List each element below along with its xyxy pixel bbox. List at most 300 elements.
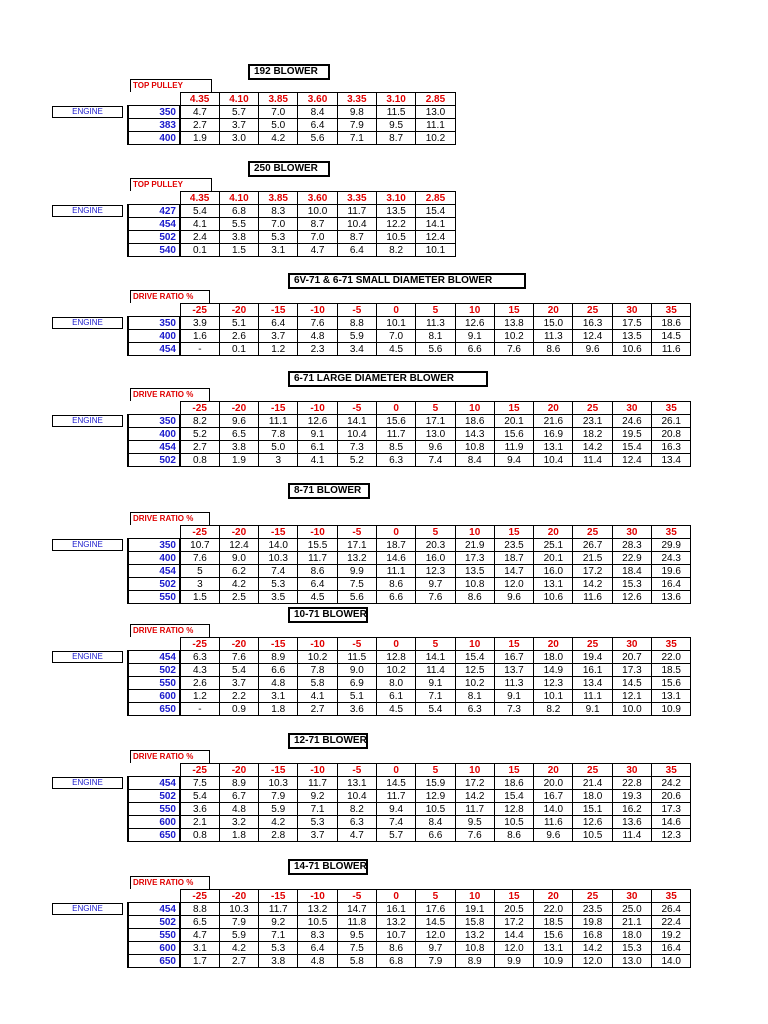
engine-cell (52, 777, 128, 790)
boost-value-cell: 10.6 (612, 343, 651, 356)
boost-value-cell: 5.3 (298, 816, 337, 829)
boost-value-cell: 16.3 (573, 317, 612, 330)
table-row (52, 591, 691, 604)
boost-value-cell: 10.5 (376, 231, 415, 244)
boost-value-cell: 10.5 (416, 803, 455, 816)
column-header: 25 (573, 304, 612, 317)
boost-value-cell: 10.9 (534, 955, 573, 968)
boost-value-cell: 14.5 (612, 677, 651, 690)
column-header: -10 (298, 764, 337, 777)
boost-value-cell: 0.9 (219, 703, 258, 716)
boost-value-cell: 7.6 (298, 317, 337, 330)
boost-value-cell: 8.2 (180, 415, 219, 428)
boost-value-cell: 13.1 (534, 441, 573, 454)
boost-value-cell: 8.4 (416, 816, 455, 829)
boost-value-cell: 7.6 (455, 829, 494, 842)
boost-value-cell: 5.4 (219, 664, 258, 677)
boost-value-cell: 8.4 (455, 454, 494, 467)
boost-value-cell: 17.3 (652, 803, 691, 816)
column-header: -20 (219, 526, 258, 539)
boost-value-cell: 14.1 (416, 218, 455, 231)
boost-value-cell: 12.6 (455, 317, 494, 330)
boost-value-cell: 9.6 (416, 441, 455, 454)
column-header: 2.85 (416, 192, 455, 205)
table-sublabel: DRIVE RATIO % (130, 512, 210, 525)
column-header: 30 (612, 764, 651, 777)
column-header: -15 (259, 764, 298, 777)
boost-value-cell: 16.1 (376, 903, 415, 916)
column-header: 10 (455, 304, 494, 317)
boost-value-cell: 1.6 (180, 330, 219, 343)
boost-value-cell: 13.6 (612, 816, 651, 829)
column-header: 35 (652, 890, 691, 903)
boost-value-cell: 17.1 (416, 415, 455, 428)
boost-value-cell: 24.6 (612, 415, 651, 428)
column-header: 0 (376, 764, 415, 777)
boost-value-cell: 7.0 (298, 231, 337, 244)
blank-cell (52, 764, 128, 777)
engine-cell (52, 790, 128, 803)
boost-value-cell: 14.9 (534, 664, 573, 677)
boost-value-cell: 10.0 (612, 703, 651, 716)
column-header: -10 (298, 526, 337, 539)
engine-cell (52, 428, 128, 441)
engine-cell (52, 803, 128, 816)
boost-value-cell: 11.6 (573, 591, 612, 604)
blank-cell (128, 526, 180, 539)
engine-size-cell: 454 (128, 218, 180, 231)
boost-value-cell: 2.6 (180, 677, 219, 690)
boost-value-cell: 3.7 (219, 119, 258, 132)
column-header: -20 (219, 304, 258, 317)
column-header: -25 (180, 526, 219, 539)
engine-size-cell: 454 (128, 903, 180, 916)
boost-value-cell: 13.2 (337, 552, 376, 565)
boost-value-cell: 5.6 (298, 132, 337, 145)
column-header: -5 (337, 890, 376, 903)
boost-value-cell: 15.6 (534, 929, 573, 942)
boost-value-cell: 6.3 (376, 454, 415, 467)
boost-value-cell: 6.4 (337, 244, 376, 257)
engine-cell (52, 578, 128, 591)
table-row (52, 916, 691, 929)
boost-value-cell: 12.0 (494, 942, 533, 955)
table-row (52, 677, 691, 690)
boost-value-cell: 10.2 (376, 664, 415, 677)
boost-value-cell: 12.0 (416, 929, 455, 942)
column-header: 30 (612, 402, 651, 415)
boost-value-cell: 6.4 (298, 942, 337, 955)
boost-value-cell: 9.6 (573, 343, 612, 356)
engine-label: ENGINE (52, 317, 123, 329)
boost-value-cell: 20.6 (652, 790, 691, 803)
boost-value-cell: 16.4 (652, 578, 691, 591)
boost-value-cell: 7.9 (416, 955, 455, 968)
table-sublabel: DRIVE RATIO % (130, 290, 210, 303)
boost-value-cell: 15.3 (612, 942, 651, 955)
boost-value-cell: 13.2 (376, 916, 415, 929)
boost-value-cell: 14.3 (455, 428, 494, 441)
boost-value-cell: 17.2 (455, 777, 494, 790)
boost-value-cell: 10.3 (219, 903, 258, 916)
boost-value-cell: 1.2 (180, 690, 219, 703)
table-row (52, 205, 455, 218)
boost-value-cell: 7.5 (337, 578, 376, 591)
column-header: 0 (376, 402, 415, 415)
boost-value-cell: 5.1 (219, 317, 258, 330)
engine-size-cell: 600 (128, 816, 180, 829)
boost-value-cell: 8.7 (337, 231, 376, 244)
table-row (52, 829, 691, 842)
boost-value-cell: 20.1 (534, 552, 573, 565)
boost-value-cell: 13.1 (534, 942, 573, 955)
boost-value-cell: 15.4 (416, 205, 455, 218)
boost-value-cell: 5.3 (259, 231, 298, 244)
boost-value-cell: 8.8 (337, 317, 376, 330)
boost-value-cell: 5.4 (180, 790, 219, 803)
engine-label: ENGINE (52, 539, 123, 551)
boost-value-cell: 17.1 (337, 539, 376, 552)
boost-value-cell: 11.7 (337, 205, 376, 218)
engine-cell (52, 703, 128, 716)
boost-value-cell: 20.8 (652, 428, 691, 441)
table-row (52, 777, 691, 790)
boost-value-cell: 7.9 (219, 916, 258, 929)
boost-value-cell: 18.0 (612, 929, 651, 942)
boost-value-cell: 9.1 (494, 690, 533, 703)
column-header: -25 (180, 764, 219, 777)
boost-value-cell: 18.7 (376, 539, 415, 552)
boost-value-cell: 2.8 (259, 829, 298, 842)
table-row (52, 816, 691, 829)
boost-value-cell: 5.6 (416, 343, 455, 356)
column-header: 5 (416, 638, 455, 651)
engine-cell (52, 903, 128, 916)
engine-size-cell: 350 (128, 106, 180, 119)
boost-value-cell: 7.5 (337, 942, 376, 955)
engine-cell (52, 955, 128, 968)
boost-value-cell: 7.8 (298, 664, 337, 677)
blower-table (52, 401, 691, 467)
boost-value-cell: 16.8 (573, 929, 612, 942)
boost-value-cell: 12.2 (376, 218, 415, 231)
table-title: 10-71 BLOWER (288, 607, 368, 623)
column-header: -10 (298, 304, 337, 317)
boost-value-cell: 18.5 (534, 916, 573, 929)
boost-value-cell: 10.9 (652, 703, 691, 716)
boost-value-cell: 18.7 (494, 552, 533, 565)
engine-size-cell: 454 (128, 651, 180, 664)
boost-value-cell: 14.0 (652, 955, 691, 968)
boost-value-cell: 9.9 (337, 565, 376, 578)
blank-cell (128, 93, 180, 106)
boost-value-cell: 11.1 (259, 415, 298, 428)
engine-size-cell: 650 (128, 703, 180, 716)
blank-cell (128, 638, 180, 651)
column-header: 25 (573, 638, 612, 651)
boost-value-cell: 10.8 (455, 578, 494, 591)
column-header: -15 (259, 304, 298, 317)
column-header: 3.10 (376, 192, 415, 205)
boost-value-cell: 6.3 (180, 651, 219, 664)
boost-value-cell: 11.5 (337, 651, 376, 664)
boost-value-cell: 8.1 (416, 330, 455, 343)
blank-cell (128, 402, 180, 415)
boost-value-cell: 3.7 (259, 330, 298, 343)
boost-value-cell: 14.1 (416, 651, 455, 664)
column-header: 15 (494, 304, 533, 317)
boost-value-cell: 11.1 (416, 119, 455, 132)
boost-value-cell: 11.7 (376, 428, 415, 441)
boost-value-cell: 8.6 (494, 829, 533, 842)
boost-value-cell: 8.3 (259, 205, 298, 218)
header-row (52, 402, 691, 415)
boost-value-cell: 5.4 (416, 703, 455, 716)
boost-value-cell: 8.5 (376, 441, 415, 454)
boost-value-cell: 6.6 (416, 829, 455, 842)
boost-value-cell: 2.2 (219, 690, 258, 703)
boost-value-cell: 9.5 (455, 816, 494, 829)
boost-value-cell: 11.6 (652, 343, 691, 356)
column-header: 10 (455, 402, 494, 415)
boost-value-cell: 10.5 (573, 829, 612, 842)
table-row (52, 703, 691, 716)
column-header: -25 (180, 890, 219, 903)
boost-value-cell: 14.4 (494, 929, 533, 942)
engine-label: ENGINE (52, 777, 123, 789)
column-header: 0 (376, 638, 415, 651)
boost-value-cell: 11.3 (534, 330, 573, 343)
boost-value-cell: 20.1 (494, 415, 533, 428)
column-header: 35 (652, 526, 691, 539)
boost-value-cell: 0.1 (219, 343, 258, 356)
boost-value-cell: 24.3 (652, 552, 691, 565)
boost-value-cell: 10.5 (298, 916, 337, 929)
boost-value-cell: 13.4 (652, 454, 691, 467)
blank-cell (128, 890, 180, 903)
boost-value-cell: 4.2 (259, 132, 298, 145)
boost-value-cell: 21.9 (455, 539, 494, 552)
boost-value-cell: 9.5 (376, 119, 415, 132)
column-header: 5 (416, 526, 455, 539)
column-header: 4.10 (219, 192, 258, 205)
boost-value-cell: 16.0 (416, 552, 455, 565)
boost-value-cell: 7.0 (376, 330, 415, 343)
boost-value-cell: 14.0 (259, 539, 298, 552)
boost-value-cell: 8.6 (455, 591, 494, 604)
boost-value-cell: 18.6 (455, 415, 494, 428)
engine-size-cell: 350 (128, 415, 180, 428)
boost-value-cell: 12.6 (298, 415, 337, 428)
column-header: 35 (652, 638, 691, 651)
boost-value-cell: 9.0 (219, 552, 258, 565)
boost-value-cell: 15.6 (376, 415, 415, 428)
boost-value-cell: 23.5 (494, 539, 533, 552)
boost-value-cell: 13.2 (455, 929, 494, 942)
boost-value-cell: 20.3 (416, 539, 455, 552)
boost-value-cell: 10.5 (494, 816, 533, 829)
blower-table (52, 637, 691, 716)
boost-value-cell: 14.7 (337, 903, 376, 916)
boost-value-cell: 9.6 (494, 591, 533, 604)
boost-value-cell: 4.3 (180, 664, 219, 677)
boost-value-cell: 7.9 (259, 790, 298, 803)
boost-value-cell: 9.4 (494, 454, 533, 467)
boost-value-cell: 4.7 (180, 929, 219, 942)
engine-size-cell: 550 (128, 929, 180, 942)
engine-cell (52, 119, 128, 132)
blower-table (52, 525, 691, 604)
column-header: 30 (612, 304, 651, 317)
boost-value-cell: 13.5 (455, 565, 494, 578)
table-row (52, 942, 691, 955)
boost-value-cell: 13.7 (494, 664, 533, 677)
boost-value-cell: 4.5 (376, 703, 415, 716)
table-row (52, 132, 455, 145)
boost-value-cell: 7.1 (337, 132, 376, 145)
blank-cell (52, 304, 128, 317)
boost-value-cell: 11.3 (416, 317, 455, 330)
boost-value-cell: 25.1 (534, 539, 573, 552)
column-header: 30 (612, 890, 651, 903)
column-header: -10 (298, 402, 337, 415)
boost-value-cell: 15.0 (534, 317, 573, 330)
boost-value-cell: 2.1 (180, 816, 219, 829)
boost-value-cell: 4.1 (298, 690, 337, 703)
boost-value-cell: 12.3 (416, 565, 455, 578)
boost-value-cell: 6.3 (337, 816, 376, 829)
column-header: 10 (455, 526, 494, 539)
column-header: 2.85 (416, 93, 455, 106)
engine-size-cell: 400 (128, 330, 180, 343)
boost-value-cell: 6.1 (298, 441, 337, 454)
boost-value-cell: 9.4 (376, 803, 415, 816)
column-header: 15 (494, 638, 533, 651)
boost-value-cell: 3 (259, 454, 298, 467)
boost-value-cell: 2.5 (219, 591, 258, 604)
boost-value-cell: 9.6 (534, 829, 573, 842)
boost-value-cell: 14.5 (652, 330, 691, 343)
column-header: -5 (337, 526, 376, 539)
engine-size-cell: 550 (128, 803, 180, 816)
engine-cell (52, 591, 128, 604)
boost-value-cell: 8.9 (259, 651, 298, 664)
engine-cell (52, 929, 128, 942)
boost-value-cell: 0.1 (180, 244, 219, 257)
boost-value-cell: 6.5 (180, 916, 219, 929)
column-header: 3.35 (337, 93, 376, 106)
boost-value-cell: 5.2 (180, 428, 219, 441)
boost-value-cell: 29.9 (652, 539, 691, 552)
boost-value-cell: 12.3 (652, 829, 691, 842)
boost-value-cell: 17.3 (612, 664, 651, 677)
blower-table (52, 191, 456, 257)
boost-value-cell: 2.7 (219, 955, 258, 968)
boost-value-cell: 12.6 (612, 591, 651, 604)
boost-value-cell: 5.1 (337, 690, 376, 703)
column-header: 25 (573, 764, 612, 777)
engine-cell (52, 441, 128, 454)
boost-value-cell: 2.7 (180, 441, 219, 454)
boost-value-cell: 6.6 (259, 664, 298, 677)
boost-value-cell: 26.7 (573, 539, 612, 552)
boost-value-cell: 3.0 (219, 132, 258, 145)
boost-value-cell: 12.3 (534, 677, 573, 690)
boost-value-cell: 11.7 (298, 777, 337, 790)
boost-value-cell: 14.5 (376, 777, 415, 790)
boost-value-cell: 7.4 (259, 565, 298, 578)
column-header: 10 (455, 638, 494, 651)
column-header: 5 (416, 764, 455, 777)
column-header: -5 (337, 638, 376, 651)
boost-value-cell: 13.2 (298, 903, 337, 916)
boost-value-cell: 12.9 (416, 790, 455, 803)
boost-value-cell: 9.8 (337, 106, 376, 119)
boost-value-cell: 18.2 (573, 428, 612, 441)
boost-value-cell: 14.6 (652, 816, 691, 829)
boost-value-cell: 1.8 (219, 829, 258, 842)
engine-cell (52, 454, 128, 467)
boost-value-cell: 15.8 (455, 916, 494, 929)
boost-value-cell: 4.8 (298, 330, 337, 343)
table-row (52, 664, 691, 677)
column-header: 20 (534, 638, 573, 651)
boost-value-cell: 16.0 (534, 565, 573, 578)
boost-value-cell: 21.1 (612, 916, 651, 929)
boost-value-cell: 14.2 (573, 578, 612, 591)
boost-value-cell: 4.1 (298, 454, 337, 467)
boost-value-cell: 13.8 (494, 317, 533, 330)
boost-value-cell: 8.1 (455, 690, 494, 703)
boost-value-cell: 17.5 (612, 317, 651, 330)
table-sublabel: DRIVE RATIO % (130, 876, 210, 889)
engine-cell (52, 205, 128, 218)
table-title: 14-71 BLOWER (288, 859, 368, 875)
boost-value-cell: 4.8 (298, 955, 337, 968)
boost-value-cell: 10.0 (298, 205, 337, 218)
boost-value-cell: 12.4 (219, 539, 258, 552)
table-title: 6V-71 & 6-71 SMALL DIAMETER BLOWER (288, 273, 526, 289)
engine-cell (52, 565, 128, 578)
engine-label: ENGINE (52, 903, 123, 915)
boost-value-cell: 22.8 (612, 777, 651, 790)
column-header: 15 (494, 526, 533, 539)
engine-cell (52, 552, 128, 565)
column-header: -20 (219, 764, 258, 777)
header-row (52, 192, 455, 205)
boost-value-cell: 11.9 (494, 441, 533, 454)
table-row (52, 441, 691, 454)
boost-value-cell: 9.1 (573, 703, 612, 716)
boost-value-cell: 10.2 (455, 677, 494, 690)
table-row (52, 552, 691, 565)
table-row (52, 690, 691, 703)
boost-value-cell: 8.9 (219, 777, 258, 790)
boost-value-cell: 22.0 (534, 903, 573, 916)
boost-value-cell: 16.9 (534, 428, 573, 441)
boost-value-cell: - (180, 343, 219, 356)
boost-value-cell: 6.5 (219, 428, 258, 441)
engine-size-cell: 650 (128, 955, 180, 968)
column-header: 4.10 (219, 93, 258, 106)
boost-value-cell: 4.7 (298, 244, 337, 257)
boost-value-cell: 10.3 (259, 552, 298, 565)
table-row (52, 803, 691, 816)
boost-value-cell: 11.6 (534, 816, 573, 829)
engine-size-cell: 350 (128, 539, 180, 552)
column-header: -15 (259, 526, 298, 539)
blank-cell (128, 764, 180, 777)
